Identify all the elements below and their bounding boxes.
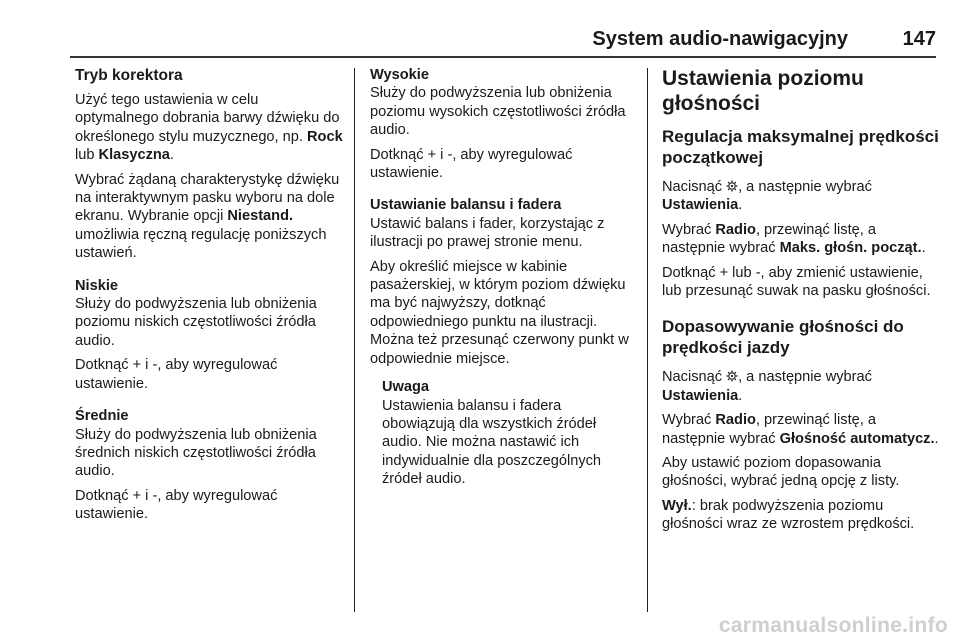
- header-section-title: System audio-nawigacyjny: [592, 28, 848, 50]
- section-title-equalizer: Tryb korektora: [75, 67, 183, 84]
- option-niestand: Niestand.: [227, 208, 294, 225]
- subheading-max-volume: Regulacja maksymalnej prędkości początkowej: [662, 127, 939, 167]
- option-rock: Rock: [307, 128, 343, 145]
- speed-press: Nacisnąć , a następnie wybrać Ustawienia.: [662, 369, 872, 404]
- column-3: [662, 66, 942, 540]
- option-wyl-label: Wył.: [662, 497, 692, 514]
- subheading-speed-volume: Dopasowywanie głośności do prędkości jazdy: [662, 317, 904, 358]
- section-title-volume: Ustawienia poziomu głośności: [662, 67, 864, 115]
- wysokie-adjust: Dotknąć + i -, aby wyregulować ustawienie.: [370, 146, 573, 182]
- gear-icon: [726, 179, 738, 191]
- column-1: [75, 66, 345, 530]
- menu-ustawienia: Ustawienia: [662, 387, 739, 404]
- subheading-balance: Ustawianie balansu i fadera: [370, 197, 562, 214]
- subheading-wysokie: Wysokie: [370, 67, 429, 83]
- balance-desc: Ustawić balans i fader, korzystając z ilustracji po prawej stronie menu.: [370, 215, 605, 251]
- srednie-desc: Służy do podwyższenia lub obniżenia średnich niskich częstotliwości źródła audio.: [75, 426, 317, 480]
- srednie-adjust: Dotknąć + i -, aby wyregulować ustawienie.: [75, 487, 278, 523]
- watermark: carmanualsonline.info: [718, 614, 948, 637]
- menu-radio: Radio: [715, 412, 756, 429]
- gear-icon: [726, 369, 738, 381]
- niskie-adjust: Dotknąć + i -, aby wyregulować ustawienie.: [75, 357, 278, 392]
- note-box: [382, 378, 638, 488]
- page-header: [70, 26, 936, 58]
- column-divider-1: [354, 68, 355, 612]
- option-klasyczna: Klasyczna: [98, 147, 170, 164]
- equalizer-select: Wybrać żądaną charakterystykę dźwięku na interaktywnym pasku wyboru na dole ekranu. Wybranie opcji Niestand. umożliwia ręczną regulację poniższych ustawień.: [75, 171, 340, 262]
- subheading-srednie: Średnie: [75, 408, 129, 425]
- column-2: [370, 66, 638, 495]
- option-wyl: Wył.: brak podwyższenia poziomu głośności wraz ze wzrostem prędkości.: [662, 497, 915, 533]
- page-number: 147: [902, 28, 936, 50]
- equalizer-intro: Użyć tego ustawienia w celu optymalnego dobrania barwy dźwięku do określonego stylu muzycznego, np. Rock lub Klasyczna.: [75, 92, 343, 164]
- subheading-niskie: Niskie: [75, 277, 118, 294]
- niskie-desc: Służy do podwyższenia lub obniżenia poziomu niskich częstotliwości źródła audio.: [75, 296, 317, 349]
- note-title: Uwaga: [382, 379, 430, 396]
- note-text: Ustawienia balansu i fadera obowiązują dla wszystkich źródeł audio. Nie można nastawić ich indywidualnie dla poszczególnych źródeł audio.: [382, 397, 602, 488]
- column-divider-2: [647, 68, 648, 612]
- speed-select: Wybrać Radio, przewinąć listę, a następnie wybrać Głośność automatycz..: [662, 412, 939, 447]
- max-adjust: Dotknąć + lub -, aby zmienić ustawienie, lub przesunąć suwak na pasku głośności.: [662, 264, 931, 300]
- menu-radio: Radio: [715, 221, 756, 238]
- balance-point: Aby określić miejsce w kabinie pasażerskiej, w którym poziom dźwięku ma być najwyższy, dotknąć odpowiedniego punktu na ilustracji. Można też przesunąć czerwony punkt w odpowiednie miejsce.: [370, 258, 629, 367]
- max-select: Wybrać Radio, przewinąć listę, a następnie wybrać Maks. głośn. począt..: [662, 221, 926, 257]
- max-press: Nacisnąć , a następnie wybrać Ustawienia.: [662, 179, 872, 214]
- menu-maks-glosn: Maks. głośn. począt.: [779, 240, 922, 257]
- menu-ustawienia: Ustawienia: [662, 197, 739, 214]
- wysokie-desc: Służy do podwyższenia lub obniżenia poziomu wysokich częstotliwości źródła audio.: [370, 85, 626, 139]
- menu-glosnosc-automatycz: Głośność automatycz.: [779, 430, 935, 447]
- speed-desc: Aby ustawić poziom dopasowania głośności, wybrać jedną opcję z listy.: [662, 455, 900, 490]
